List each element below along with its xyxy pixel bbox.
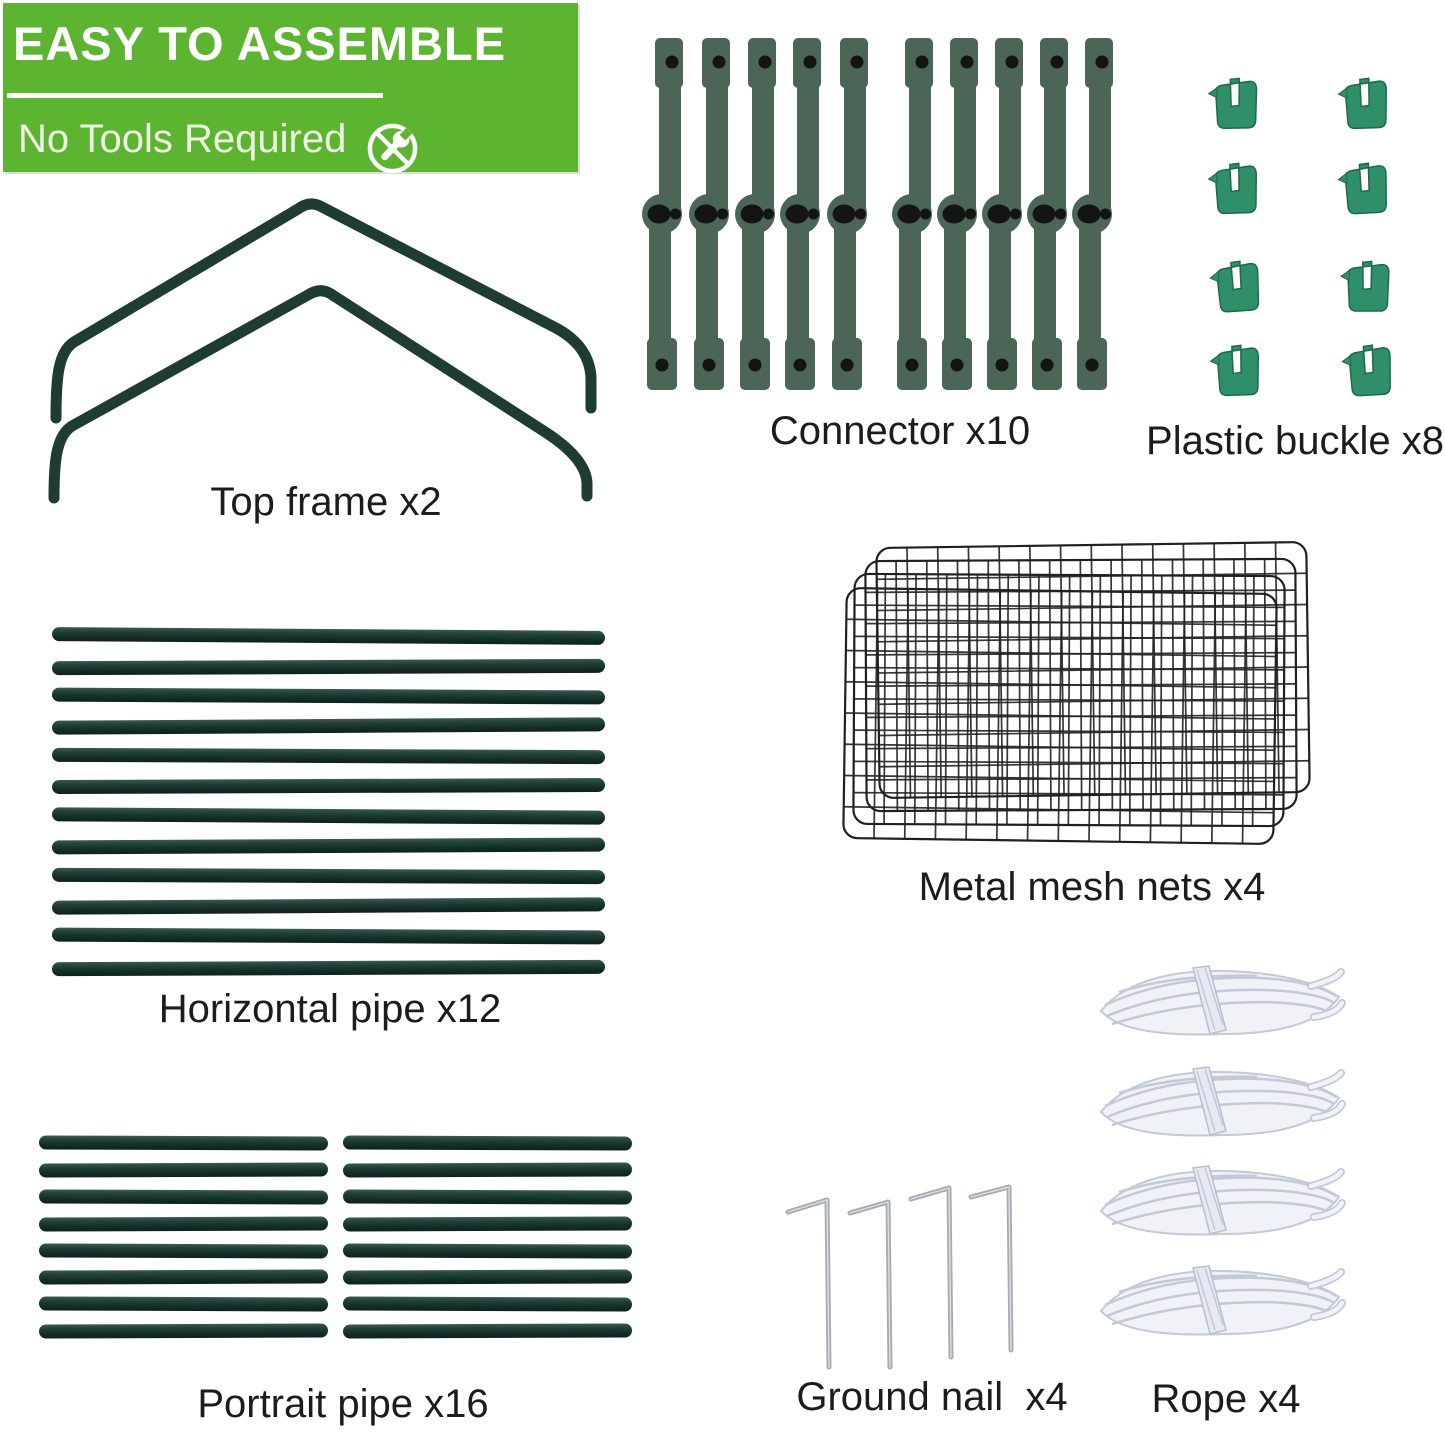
label-connector: Connector x10 [769, 409, 1031, 453]
banner-title: EASY TO ASSEMBLE [13, 17, 507, 70]
label-plastic-buckle: Plastic buckle x8 [1146, 419, 1444, 463]
label-horizontal-pipe: Horizontal pipe x12 [158, 987, 502, 1031]
portrait-pipe-graphic [39, 1135, 632, 1338]
metal-mesh-graphic [843, 542, 1309, 844]
rope-graphic [1101, 966, 1342, 1335]
label-ground-nail: Ground nail x4 [796, 1375, 1068, 1419]
banner-subtitle: No Tools Required [18, 117, 347, 161]
plastic-buckle-graphic [1207, 76, 1395, 399]
label-rope: Rope x4 [1151, 1377, 1301, 1421]
label-top-frame: Top frame x2 [210, 480, 442, 524]
label-portrait-pipe: Portrait pipe x16 [197, 1382, 489, 1426]
connector-graphic [642, 38, 1113, 390]
top-frame-graphic [54, 204, 591, 498]
label-metal-mesh-net: Metal mesh nets x4 [918, 865, 1266, 909]
horizontal-pipe-graphic [52, 627, 605, 976]
ground-nail-graphic [788, 1187, 1011, 1367]
